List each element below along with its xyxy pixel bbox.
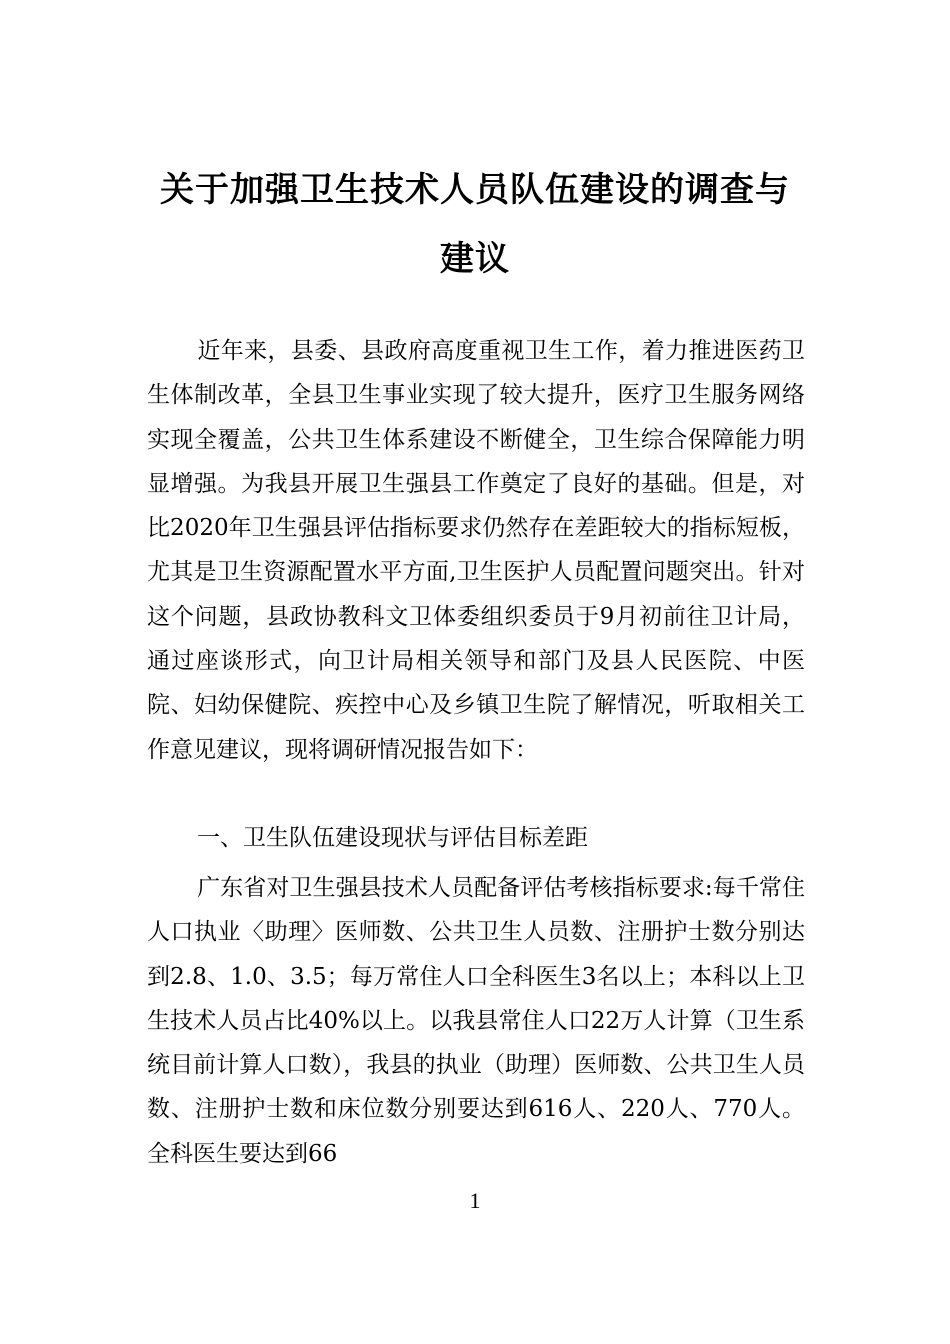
page-number: 1 <box>469 1188 481 1213</box>
section-1-paragraph-text: 广东省对卫生强县技术人员配备评估考核指标要求:每千常住人口执业〈助理〉医师数、公共卫生人员数、注册护士数分别达到2.8、1.0、3.5；每万常住人口全科医生3名以上；本科以上卫生技术人员占比40%以上。以我县常住人口22万人计算（卫生系统目前计算人口数），我县的执业（助理）医师数、公共卫生人员数、注册护士数和床位数分别要达到616人、220人、770人。全科医生要达到66 <box>147 875 805 1167</box>
section-1-paragraph <box>147 866 805 1176</box>
intro-paragraph <box>147 329 805 772</box>
document-title-line-1: 关于加强卫生技术人员队伍建设的调查与 <box>160 170 790 210</box>
section-heading-1: 一、卫生队伍建设现状与评估目标差距 <box>197 825 588 851</box>
document-title-line-2: 建议 <box>440 239 510 279</box>
intro-paragraph-text: 近年来，县委、县政府高度重视卫生工作，着力推进医药卫生体制改革，全县卫生事业实现了较大提升，医疗卫生服务网络实现全覆盖，公共卫生体系建设不断健全，卫生综合保障能力明显增强。为我县开展卫生强县工作奠定了良好的基础。但是，对比2020年卫生强县评估指标要求仍然存在差距较大的指标短板，尤其是卫生资源配置水平方面,卫生医护人员配置问题突出。针对这个问题，县政协教科文卫体委组织委员于9月初前往卫计局，通过座谈形式，向卫计局相关领导和部门及县人民医院、中医院、妇幼保健院、疾控中心及乡镇卫生院了解情况，听取相关工作意见建议，现将调研情况报告如下： <box>147 338 805 763</box>
